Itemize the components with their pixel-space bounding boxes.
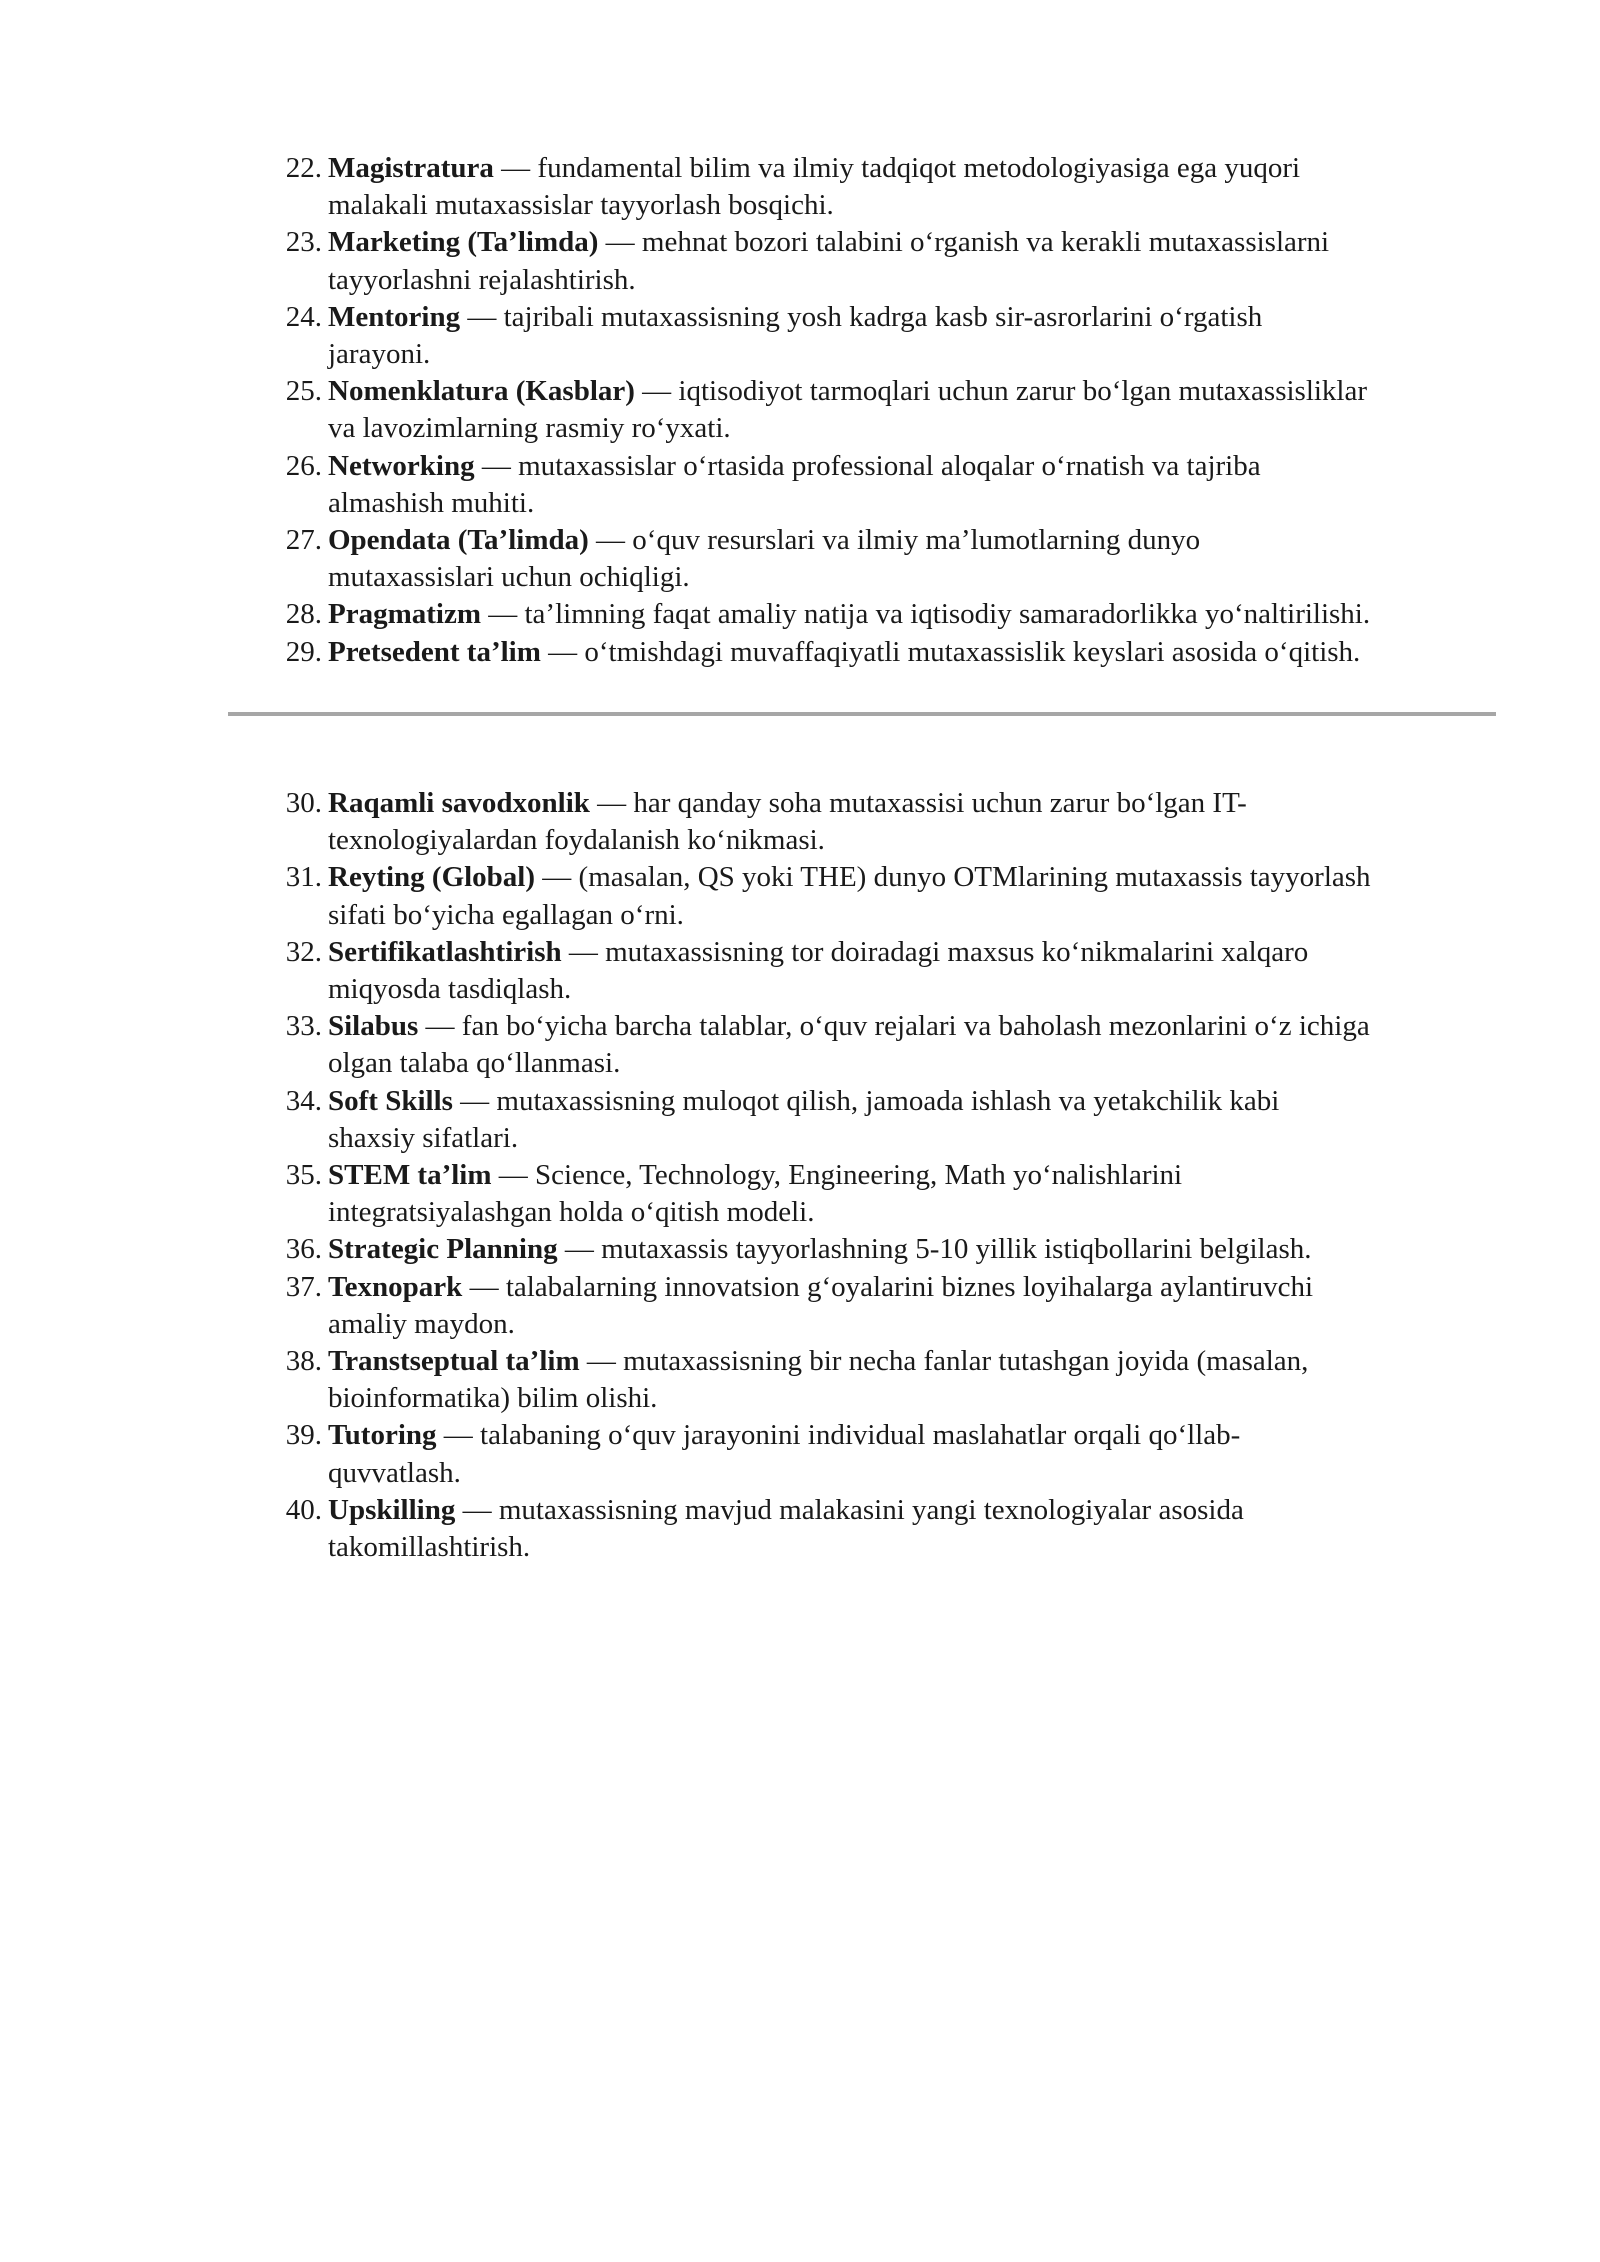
item-term: Raqamli savodxonlik: [328, 787, 590, 819]
item-definition-continued: amaliy maydon.: [328, 1307, 515, 1340]
item-term: Mentoring: [328, 300, 461, 333]
item-number: 29.: [285, 635, 322, 668]
item-definition-continued: takomillashtirish.: [328, 1531, 531, 1564]
item-term: Opendata (Ta’limda): [328, 524, 589, 557]
item-definition-continued: bioinformatika) bilim olishi.: [328, 1382, 658, 1415]
item-definition: — oʻquv resurslari va ilmiy ma’lumotlarning dunyo: [588, 524, 1201, 557]
glossary-item-38: [276, 1343, 1496, 1417]
item-number: 28.: [285, 598, 322, 631]
item-term: Tutoring: [328, 1419, 437, 1452]
glossary-item-39: [276, 1417, 1496, 1491]
item-term: Nomenklatura (Kasblar): [328, 375, 635, 408]
item-definition-continued: va lavozimlarning rasmiy roʻyxati.: [328, 412, 731, 445]
item-definition-continued: quvvatlash.: [328, 1456, 461, 1489]
glossary-item-29: [276, 634, 1496, 671]
item-definition: — mutaxassislar oʻrtasida professional aloqalar oʻrnatish va tajriba: [474, 449, 1261, 482]
item-term: Marketing (Ta’limda): [328, 226, 599, 259]
item-term: Magistratura: [328, 152, 494, 184]
glossary-item-23: [276, 224, 1496, 298]
item-definition: — mutaxassisning mavjud malakasini yangi texnologiyalar asosida: [455, 1493, 1244, 1526]
glossary-item-30: [276, 785, 1496, 859]
item-number: 27.: [285, 524, 322, 557]
item-definition: — iqtisodiyot tarmoqlari uchun zarur boʻlgan mutaxassisliklar: [634, 375, 1368, 408]
glossary-item-32: [276, 934, 1496, 1008]
item-number: 22.: [285, 152, 322, 184]
glossary-item-36: [276, 1231, 1496, 1268]
item-term: Sertifikatlashtirish: [328, 935, 562, 968]
glossary-item-26: [276, 448, 1496, 522]
item-number: 30.: [285, 787, 322, 819]
item-definition: — fan boʻyicha barcha talablar, oʻquv rejalari va baholash mezonlarini oʻz ichiga: [418, 1010, 1370, 1043]
item-number: 25.: [285, 375, 322, 408]
item-number: 33.: [285, 1010, 322, 1043]
item-term: Silabus: [328, 1010, 419, 1043]
item-number: 39.: [285, 1419, 322, 1452]
item-definition: — ta’limning faqat amaliy natija va iqtisodiy samaradorlikka yoʻnaltirilishi.: [481, 598, 1371, 631]
item-definition-continued: almashish muhiti.: [328, 486, 535, 519]
item-definition-continued: integratsiyalashgan holda oʻqitish modeli.: [328, 1196, 815, 1229]
item-term: Pretsedent ta’lim: [328, 635, 541, 668]
item-term: Transtseptual ta’lim: [328, 1345, 580, 1378]
item-number: 34.: [285, 1084, 322, 1117]
item-definition: — mutaxassisning bir necha fanlar tutashgan joyida (masalan,: [579, 1345, 1309, 1378]
item-definition: — (masalan, QS yoki THE) dunyo OTMlarining mutaxassis tayyorlash: [535, 861, 1371, 894]
item-definition: — fundamental bilim va ilmiy tadqiqot metodologiyasiga ega yuqori: [493, 152, 1301, 184]
item-number: 37.: [285, 1270, 322, 1303]
item-definition: — mutaxassisning muloqot qilish, jamoada ishlash va yetakchilik kabi: [452, 1084, 1280, 1117]
item-number: 24.: [285, 300, 322, 333]
glossary-item-27: [276, 522, 1496, 596]
item-term: STEM ta’lim: [328, 1159, 492, 1192]
item-definition-continued: olgan talaba qoʻllanmasi.: [328, 1047, 621, 1080]
item-number: 23.: [285, 226, 322, 259]
item-definition: — oʻtmishdagi muvaffaqiyatli mutaxassislik keyslari asosida oʻqitish.: [540, 635, 1361, 668]
item-definition: — mehnat bozori talabini oʻrganish va kerakli mutaxassislarni: [598, 226, 1330, 259]
item-definition: — mutaxassisning tor doiradagi maxsus koʻnikmalarini xalqaro: [561, 935, 1309, 968]
glossary-item-35: [276, 1157, 1496, 1231]
item-term: Texnopark: [328, 1270, 463, 1303]
item-number: 35.: [285, 1159, 322, 1192]
item-definition-continued: malakali mutaxassislar tayyorlash bosqichi.: [328, 189, 834, 222]
item-definition-continued: miqyosda tasdiqlash.: [328, 973, 572, 1006]
glossary-item-31: [276, 859, 1496, 933]
item-number: 31.: [285, 861, 322, 894]
item-definition: — tajribali mutaxassisning yosh kadrga kasb sir-asrorlarini oʻrgatish: [460, 300, 1263, 333]
glossary-item-40: [276, 1492, 1496, 1566]
item-number: 40.: [285, 1493, 322, 1526]
item-definition-continued: mutaxassislari uchun ochiqligi.: [328, 561, 690, 594]
section-divider: [228, 712, 1496, 716]
item-definition: — har qanday soha mutaxassisi uchun zarur boʻlgan IT-: [589, 787, 1247, 819]
glossary-item-28: [276, 596, 1496, 633]
glossary-item-25: [276, 373, 1496, 447]
item-number: 32.: [285, 935, 322, 968]
item-definition: — mutaxassis tayyorlashning 5-10 yillik istiqbollarini belgilash.: [557, 1233, 1312, 1266]
item-term: Strategic Planning: [328, 1233, 558, 1266]
item-definition-continued: jarayoni.: [328, 338, 431, 371]
glossary-item-22: [276, 150, 1496, 224]
item-number: 26.: [285, 449, 322, 482]
item-term: Pragmatizm: [328, 598, 481, 631]
item-term: Networking: [328, 449, 475, 482]
glossary-item-33: [276, 1008, 1496, 1082]
item-number: 38.: [285, 1345, 322, 1378]
glossary-list-part-1: [276, 150, 1496, 671]
glossary-item-24: [276, 299, 1496, 373]
item-definition: — Science, Technology, Engineering, Math yoʻnalishlarini: [491, 1159, 1183, 1192]
item-definition: — talabalarning innovatsion gʻoyalarini biznes loyihalarga aylantiruvchi: [462, 1270, 1313, 1303]
glossary-item-34: [276, 1083, 1496, 1157]
item-term: Soft Skills: [328, 1084, 453, 1117]
item-definition: — talabaning oʻquv jarayonini individual maslahatlar orqali qoʻllab-: [436, 1419, 1241, 1452]
item-definition-continued: sifati boʻyicha egallagan oʻrni.: [328, 898, 684, 931]
glossary-list-part-2: [276, 785, 1496, 1566]
item-term: Upskilling: [328, 1493, 456, 1526]
item-definition-continued: texnologiyalardan foydalanish koʻnikmasi.: [328, 824, 825, 857]
item-number: 36.: [285, 1233, 322, 1266]
item-definition-continued: tayyorlashni rejalashtirish.: [328, 263, 636, 296]
item-definition-continued: shaxsiy sifatlari.: [328, 1121, 519, 1154]
item-term: Reyting (Global): [328, 861, 536, 894]
glossary-item-37: [276, 1269, 1496, 1343]
